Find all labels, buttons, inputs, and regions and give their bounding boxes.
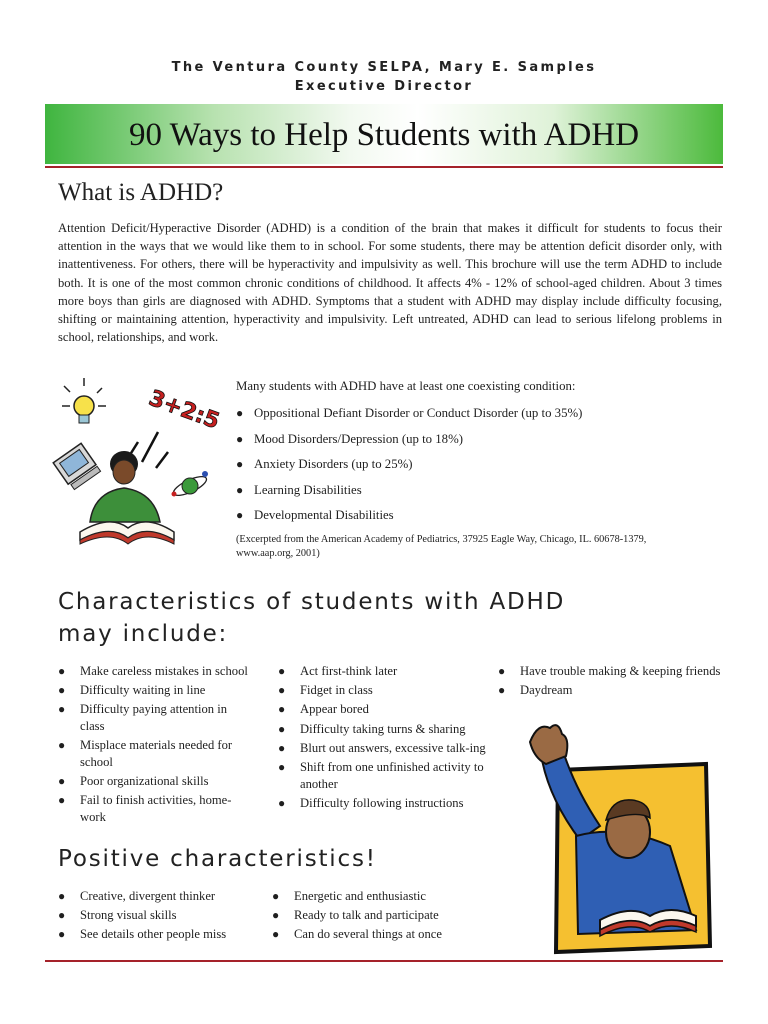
bullet-icon: ● xyxy=(272,908,280,923)
bullet-icon: ● xyxy=(278,664,286,678)
list-item xyxy=(272,907,492,924)
bullet-icon: ● xyxy=(278,702,286,717)
list-item xyxy=(58,663,273,680)
characteristics-heading-line1: Characteristics of students with ADHD xyxy=(58,589,566,615)
list-item-text: Oppositional Defiant Disorder or Conduct Disorder (up to 35%) xyxy=(254,406,583,420)
planet-icon xyxy=(171,471,209,499)
list-item-text: Mood Disorders/Depression (up to 18%) xyxy=(254,431,463,446)
title-divider xyxy=(45,166,723,168)
list-item-text: Energetic and enthusiastic xyxy=(294,889,426,903)
bullet-icon: ● xyxy=(58,793,66,808)
list-item xyxy=(236,503,706,529)
math-expression: 3+2:5 xyxy=(145,385,223,435)
list-item-text: Developmental Disabilities xyxy=(254,508,394,523)
citation: (Excerpted from the American Academy of Pediatrics, 37925 Eagle Way, Chicago, IL. 60678-1379, www.aap.org, 2001) xyxy=(236,533,647,559)
list-item-text: Strong visual skills xyxy=(80,908,177,923)
list-item-text: See details other people miss xyxy=(80,927,227,942)
bullet-icon: ● xyxy=(58,738,66,753)
hand-icon xyxy=(530,725,567,764)
list-item-text: Poor organizational skills xyxy=(80,773,209,788)
bullet-icon: ● xyxy=(58,773,66,788)
list-item xyxy=(278,682,493,699)
list-item xyxy=(58,926,268,943)
what-is-heading: What is ADHD? xyxy=(58,179,224,206)
bullet-icon: ● xyxy=(278,759,286,774)
footer-divider xyxy=(45,960,723,962)
bullet-icon: ● xyxy=(58,908,66,923)
positive-column-2 xyxy=(272,888,492,946)
list-item-text: Difficulty waiting in line xyxy=(80,683,206,698)
bullet-icon: ● xyxy=(236,482,244,497)
bullet-icon: ● xyxy=(236,457,244,472)
list-item xyxy=(278,701,493,718)
list-item-text: Misplace materials needed for school xyxy=(80,738,233,769)
book-icon xyxy=(80,522,174,544)
list-item xyxy=(498,682,713,699)
list-item-text: Daydream xyxy=(520,683,573,698)
bullet-icon: ● xyxy=(58,664,66,678)
list-item xyxy=(278,663,493,680)
list-item-text: Make careless mistakes in school xyxy=(80,664,248,678)
lightbulb-icon xyxy=(62,378,106,423)
bullet-icon: ● xyxy=(58,889,66,903)
student-reading-illustration xyxy=(50,372,225,552)
list-item-text: Fidget in class xyxy=(300,683,373,698)
list-item xyxy=(236,401,706,427)
list-item xyxy=(278,740,490,757)
list-item-text: Appear bored xyxy=(300,702,369,717)
bullet-icon: ● xyxy=(498,683,506,698)
list-item-text: Difficulty paying attention in class xyxy=(80,702,228,733)
what-is-paragraph: Attention Deficit/Hyperactive Disorder (ADHD) is a condition of the brain that makes it difficult for students to focus their attention in the ways that we would like them to in school. For some students, there may be attention deficit disorder only, with inattentiveness. For others, there will be hyperactivity and impulsivity as well. This brochure will use the term ADHD to include both. It is one of the most common chronic conditions of childhood. It affects 4% - 12% of school-aged children. About 3 times more boys than girls are diagnosed with ADHD. Symptoms that a student with ADHD may display include difficulty focusing, shifting or maintaining attention, hyperactivity and impulsivity. Left untreated, ADHD can lead to serious lifelong problems in school, relationships, and work. xyxy=(58,221,722,345)
list-item xyxy=(278,759,500,792)
list-item xyxy=(58,888,268,905)
student-figure xyxy=(90,451,160,522)
list-item xyxy=(272,926,492,943)
bullet-icon: ● xyxy=(58,927,66,942)
header-role: Executive Director xyxy=(294,79,474,94)
list-item xyxy=(498,663,725,680)
coexisting-list xyxy=(236,401,706,529)
list-item-text: Fail to finish activities, home-work xyxy=(80,793,232,824)
bullet-icon: ● xyxy=(236,431,244,446)
list-item xyxy=(58,792,240,825)
list-item xyxy=(58,701,230,734)
bullet-icon: ● xyxy=(278,795,286,810)
page-header xyxy=(0,58,768,96)
bullet-icon: ● xyxy=(278,683,286,698)
list-item-text: Have trouble making & keeping friends xyxy=(520,664,721,678)
bullet-icon: ● xyxy=(278,740,286,755)
list-item xyxy=(58,907,268,924)
bullet-icon: ● xyxy=(498,664,506,678)
list-item xyxy=(236,427,706,453)
positive-heading: Positive characteristics! xyxy=(58,846,377,872)
list-item-text: Shift from one unfinished activity to another xyxy=(300,759,484,791)
computer-icon xyxy=(53,443,100,490)
list-item-text: Act first-think later xyxy=(300,664,398,678)
bullet-icon: ● xyxy=(272,889,280,903)
list-item-text: Creative, divergent thinker xyxy=(80,889,216,903)
bullet-icon: ● xyxy=(236,508,244,523)
list-item-text: Difficulty following instructions xyxy=(300,795,464,810)
characteristics-column-3 xyxy=(498,663,721,701)
list-item xyxy=(278,721,493,738)
characteristics-heading xyxy=(58,586,565,650)
characteristics-column-2 xyxy=(278,663,493,814)
list-item-text: Anxiety Disorders (up to 25%) xyxy=(254,457,413,472)
bullet-icon: ● xyxy=(272,927,280,942)
list-item-text: Difficulty taking turns & sharing xyxy=(300,721,466,736)
coexisting-conditions xyxy=(236,377,706,561)
page-title: 90 Ways to Help Students with ADHD xyxy=(128,117,640,153)
list-item xyxy=(58,682,273,699)
coexisting-intro: Many students with ADHD have at least one coexisting condition: xyxy=(236,379,576,393)
list-item xyxy=(272,888,492,905)
bullet-icon: ● xyxy=(278,721,286,736)
list-item xyxy=(58,737,240,770)
list-item xyxy=(278,795,493,812)
bullet-icon: ● xyxy=(236,406,244,420)
student-raising-hand-illustration xyxy=(520,720,715,955)
list-item-text: Can do several things at once xyxy=(294,927,442,942)
header-organization: The Ventura County SELPA, Mary E. Samples xyxy=(171,60,597,75)
list-item xyxy=(58,773,273,790)
list-item xyxy=(236,478,706,504)
positive-column-1 xyxy=(58,888,268,946)
bullet-icon: ● xyxy=(58,702,66,717)
bullet-icon: ● xyxy=(58,683,66,698)
characteristics-heading-line2: may include: xyxy=(58,621,229,647)
list-item xyxy=(236,452,706,478)
list-item-text: Ready to talk and participate xyxy=(294,908,439,923)
list-item-text: Learning Disabilities xyxy=(254,482,362,497)
characteristics-column-1 xyxy=(58,663,273,828)
list-item-text: Blurt out answers, excessive talk-ing xyxy=(300,740,486,755)
